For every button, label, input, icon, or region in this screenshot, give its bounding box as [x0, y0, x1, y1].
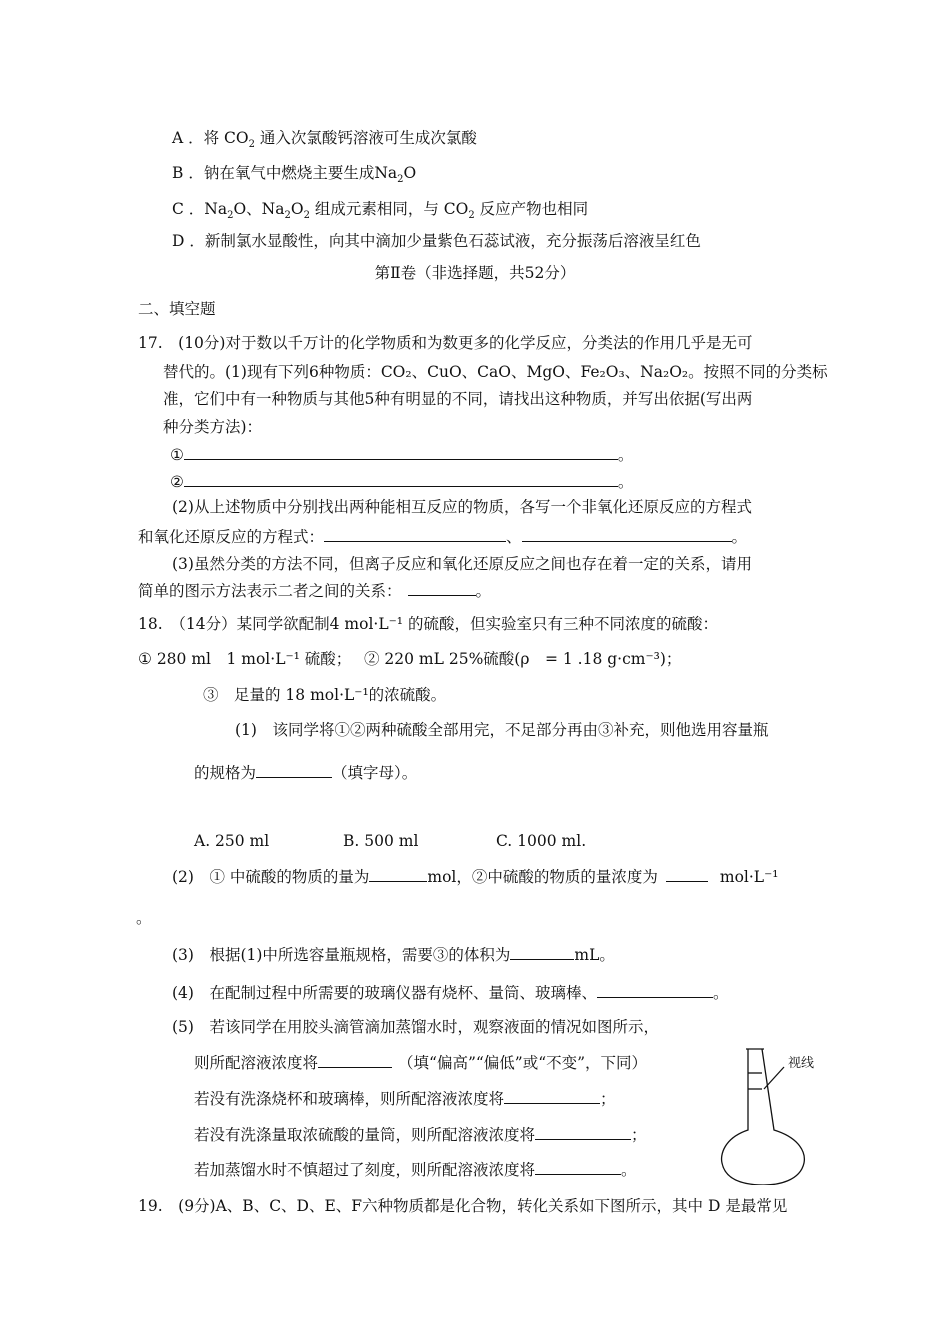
blank[interactable]	[522, 526, 732, 542]
q18-p2: (2) ① 中硫酸的物质的量为 mol，②中硫酸的物质的量浓度为 mol·L⁻¹	[172, 868, 779, 886]
q17-p2-line2: 和氧化还原反应的方程式： 、 。	[138, 528, 748, 546]
q17-line1: 17. (10分)对于数以千万计的化学物质和为数更多的化学反应，分类法的作用几乎是无可	[138, 334, 753, 352]
part2-title: 第Ⅱ卷（非选择题，共52分）	[374, 264, 576, 282]
blank[interactable]	[369, 866, 427, 882]
blank[interactable]	[535, 1159, 621, 1175]
q17-answer-2: ② 。	[170, 473, 634, 491]
q18-p1-line1: (1) 该同学将①②两种硫酸全部用完，不足部分再由③补充，则他选用容量瓶	[235, 721, 769, 739]
option-a: A ．将 $CO_2$ 通入次氯酸钙溶液可生成次氯酸	[172, 129, 477, 151]
q18-p5: (5) 若该同学在用胶头滴管滴加蒸馏水时，观察液面的情况如图所示，	[172, 1018, 659, 1036]
choice-b: B. 500 ml	[343, 832, 419, 850]
q18-p3: (3) 根据(1)中所选容量瓶规格，需要③的体积为 mL。	[172, 946, 615, 964]
volumetric-flask-figure	[718, 1045, 826, 1185]
q17-p3-line1: (3)虽然分类的方法不同，但离子反应和氧化还原反应之间也存在着一定的关系，请用	[172, 555, 752, 573]
q17-line3: 准，它们中有一种物质与其他5种有明显的不同，请找出这种物质，并写出依据(写出两	[163, 390, 753, 408]
option-d: D ．新制氯水显酸性，向其中滴加少量紫色石蕊试液，充分振荡后溶液呈红色	[172, 232, 701, 250]
blank[interactable]	[597, 982, 713, 998]
blank[interactable]	[256, 762, 332, 778]
q17-line2: 替代的。(1)现有下列6种物质：CO₂、CuO、CaO、MgO、Fe₂O₃、Na₂O₂。按照不同的分类标	[163, 363, 828, 381]
blank[interactable]	[535, 1124, 631, 1140]
blank[interactable]	[184, 444, 618, 460]
q17-answer-1: ① 。	[170, 446, 634, 464]
q18-p1-line2: 的规格为 （填字母）。	[194, 764, 418, 782]
q17-p2-line1: (2)从上述物质中分别找出两种能相互反应的物质，各写一个非氧化还原反应的方程式	[172, 498, 752, 516]
sight-line	[764, 1067, 784, 1089]
q17-p3-line2: 简单的图示方法表示二者之间的关系： 。	[138, 582, 492, 600]
q18-p5-line2: 若没有洗涤烧杯和玻璃棒，则所配溶液浓度将 ；	[194, 1090, 616, 1108]
q17-line4: 种分类方法)：	[163, 418, 263, 436]
q19-line1: 19. (9分)A、B、C、D、E、F六种物质都是化合物，转化关系如下图所示，其中 D 是最常见	[138, 1197, 788, 1215]
option-c: C ．$Na_2O$、$Na_2O_2$ 组成元素相同，与 $CO_2$ 反应产物也相同	[172, 200, 589, 222]
blank[interactable]	[184, 471, 618, 487]
q18-p5-line4: 若加蒸馏水时不慎超过了刻度，则所配溶液浓度将 。	[194, 1161, 637, 1179]
blank[interactable]	[318, 1052, 392, 1068]
q18-line2: ① 280 ml 1 mol·L⁻¹ 硫酸； ② 220 mL 25%硫酸(ρ = 1 .18 g·cm⁻³)；	[138, 650, 682, 668]
option-b: B ．钠在氧气中燃烧主要生成$Na_2O$	[172, 164, 417, 186]
blank[interactable]	[504, 1088, 600, 1104]
q18-p2-end: 。	[136, 909, 152, 927]
q18-p5-line3: 若没有洗涤量取浓硫酸的量筒，则所配溶液浓度将 ；	[194, 1126, 647, 1144]
sight-line-label: 视线	[788, 1056, 815, 1071]
blank[interactable]	[408, 580, 476, 596]
q18-p5-line1: 则所配溶液浓度将 （填“偏高”“偏低”或“不变”，下同）	[194, 1054, 648, 1072]
blank[interactable]	[324, 526, 506, 542]
q18-line3: ③ 足量的 18 mol·L⁻¹的浓硫酸。	[203, 686, 447, 704]
q18-line1: 18. （14分）某同学欲配制4 mol·L⁻¹ 的硫酸，但实验室只有三种不同浓度的硫酸：	[138, 615, 718, 633]
q18-p4: (4) 在配制过程中所需要的玻璃仪器有烧杯、量筒、玻璃棒、 。	[172, 984, 729, 1002]
blank[interactable]	[510, 944, 574, 960]
choice-c: C. 1000 ml.	[496, 832, 587, 850]
choice-a: A. 250 ml	[194, 832, 270, 850]
section-title: 二、填空题	[138, 300, 216, 318]
blank[interactable]	[666, 866, 708, 882]
